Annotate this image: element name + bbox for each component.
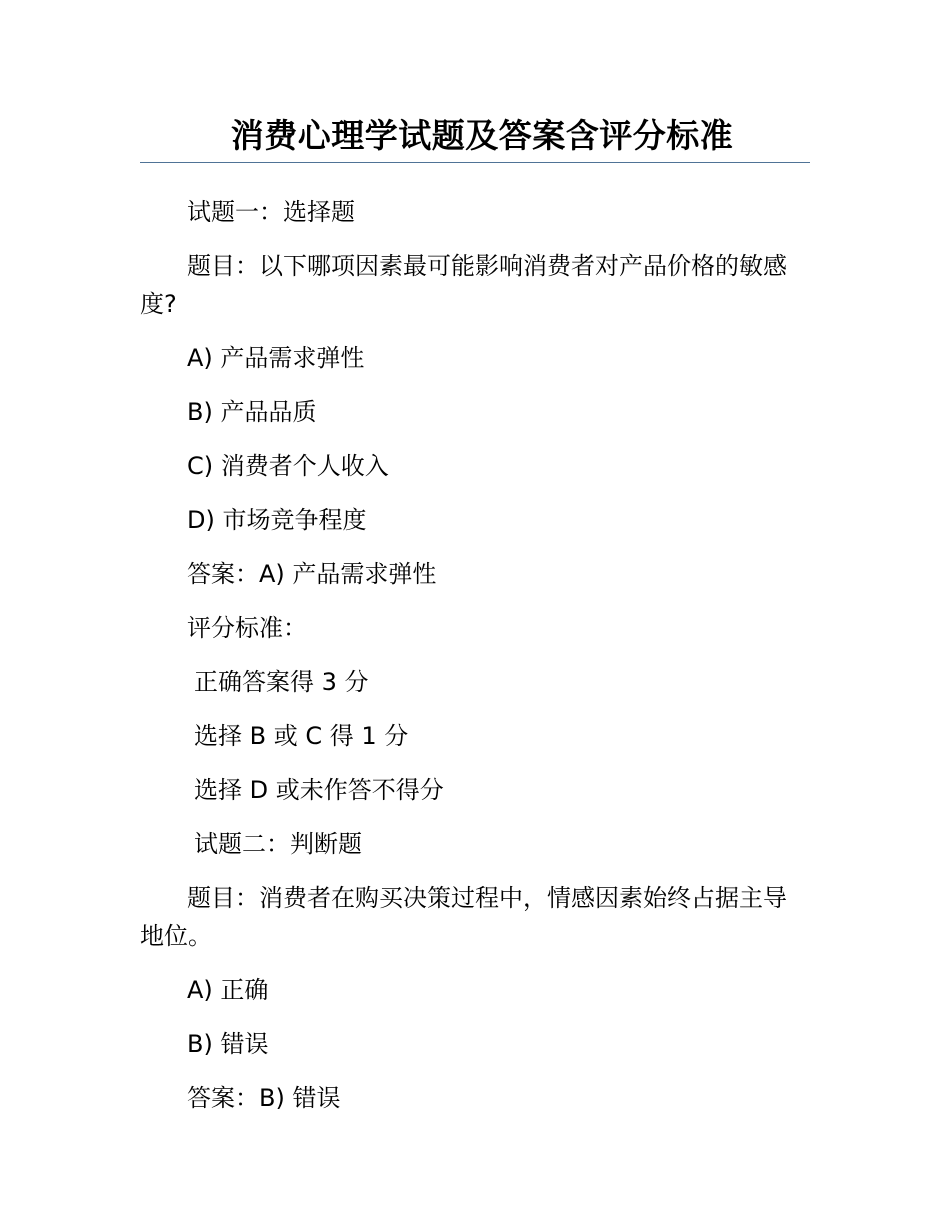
- q2-option-a: A) 正确: [187, 976, 269, 1004]
- q1-scoring-item: 选择 B 或 C 得 1 分: [194, 722, 409, 750]
- q1-question: 题目：以下哪项因素最可能影响消费者对产品价格的敏感度?: [140, 252, 787, 318]
- q2-heading: 试题二：判断题: [194, 830, 362, 858]
- q1-option-c: C) 消费者个人收入: [187, 452, 389, 480]
- document-body: [140, 193, 810, 1133]
- q2-answer: 答案：B) 错误: [187, 1084, 341, 1112]
- title-underline: [140, 162, 810, 163]
- q2-option-b: B) 错误: [187, 1030, 269, 1058]
- q1-heading: 试题一：选择题: [187, 198, 355, 226]
- q1-scoring-item: 正确答案得 3 分: [194, 668, 369, 696]
- q1-option-b: B) 产品品质: [187, 398, 317, 426]
- q1-scoring-heading: 评分标准：: [187, 614, 307, 642]
- q1-option-d: D) 市场竞争程度: [187, 506, 367, 534]
- q1-answer: 答案：A) 产品需求弹性: [187, 560, 437, 588]
- document-title: 消费心理学试题及答案含评分标准: [230, 116, 734, 155]
- q1-scoring-item: 选择 D 或未作答不得分: [194, 776, 444, 804]
- q1-option-a: A) 产品需求弹性: [187, 344, 365, 372]
- q2-question: 题目：消费者在购买决策过程中，情感因素始终占据主导地位。: [140, 884, 787, 950]
